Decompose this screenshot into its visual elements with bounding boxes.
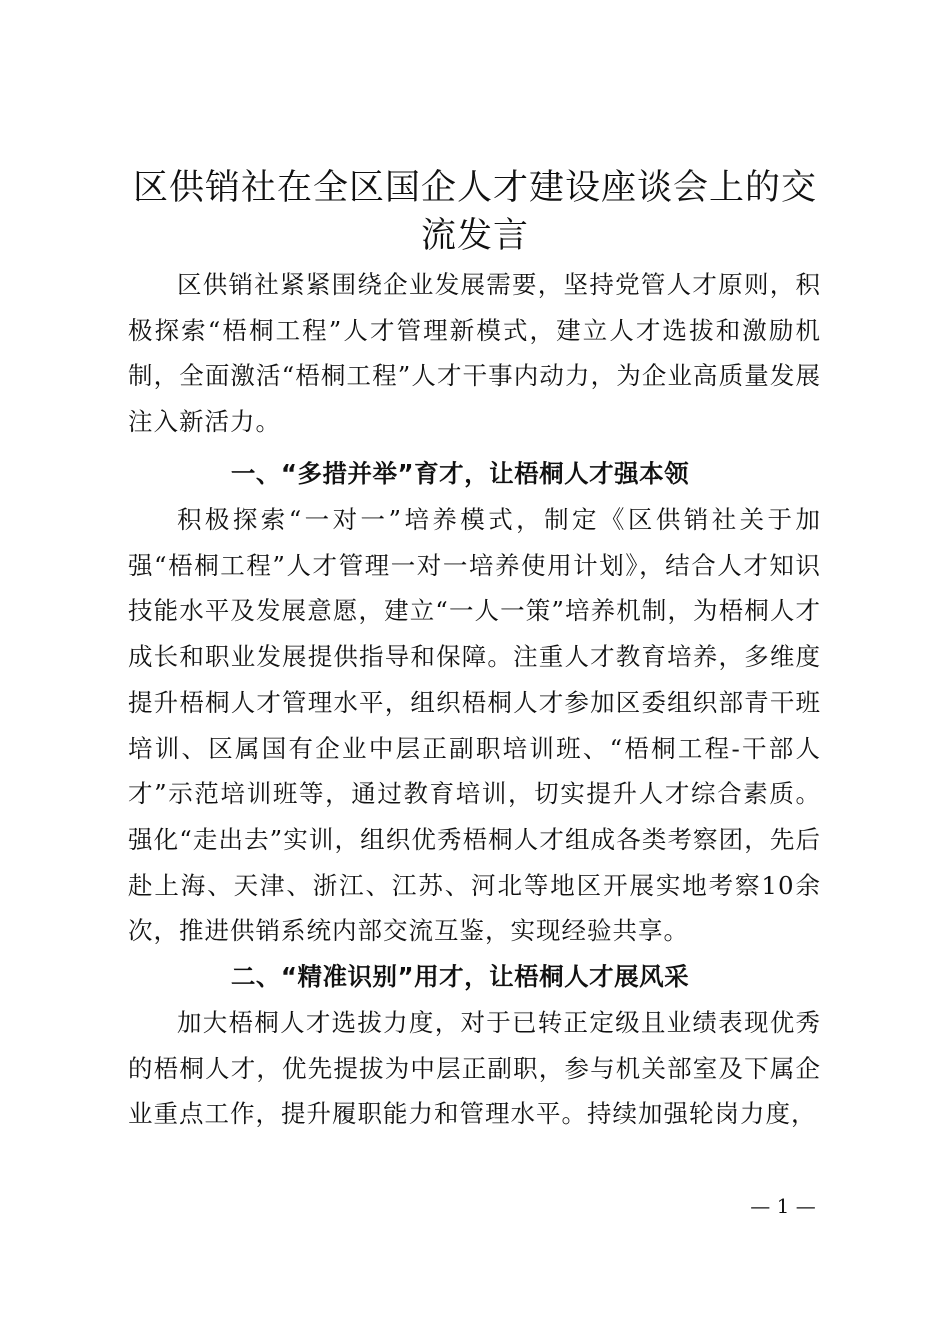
document-title: 区供销社在全区国企人才建设座谈会上的交流发言 [132, 168, 817, 256]
section-heading-2: 二、“精准识别”用才，让梧桐人才展风采 [230, 962, 690, 991]
page-number: — 1 — [750, 1194, 816, 1218]
section-2-paragraph: 加大梧桐人才选拔力度，对于已转正定级且业绩表现优秀的梧桐人才，优先提拔为中层正副职，参与机关部室及下属企业重点工作，提升履职能力和管理水平。持续加强轮岗力度， [128, 1008, 821, 1129]
section-heading-1: 一、“多措并举”育才，让梧桐人才强本领 [230, 459, 690, 488]
section-1-paragraph: 积极探索“一对一”培养模式，制定《区供销社关于加强“梧桐工程”人才管理一对一培养使用计划》，结合人才知识技能水平及发展意愿，建立“一人一策”培养机制，为梧桐人才成长和职业发展提供指导和保障。注重人才教育培养，多维度提升梧桐人才管理水平，组织梧桐人才参加区委组织部青干班培训、区属国有企业中层正副职培训班、“梧桐工程-干部人才”示范培训班等，通过教育培训，切实提升人才综合素质。强化“走出去”实训，组织优秀梧桐人才组成各类考察团，先后赴上海、天津、浙江、江苏、河北等地区开展实地考察10余次，推进供销系统内部交流互鉴，实现经验共享。 [128, 505, 821, 946]
intro-paragraph: 区供销社紧紧围绕企业发展需要，坚持党管人才原则，积极探索“梧桐工程”人才管理新模式，建立人才选拔和激励机制，全面激活“梧桐工程”人才干事内动力，为企业高质量发展注入新活力。 [128, 270, 821, 437]
